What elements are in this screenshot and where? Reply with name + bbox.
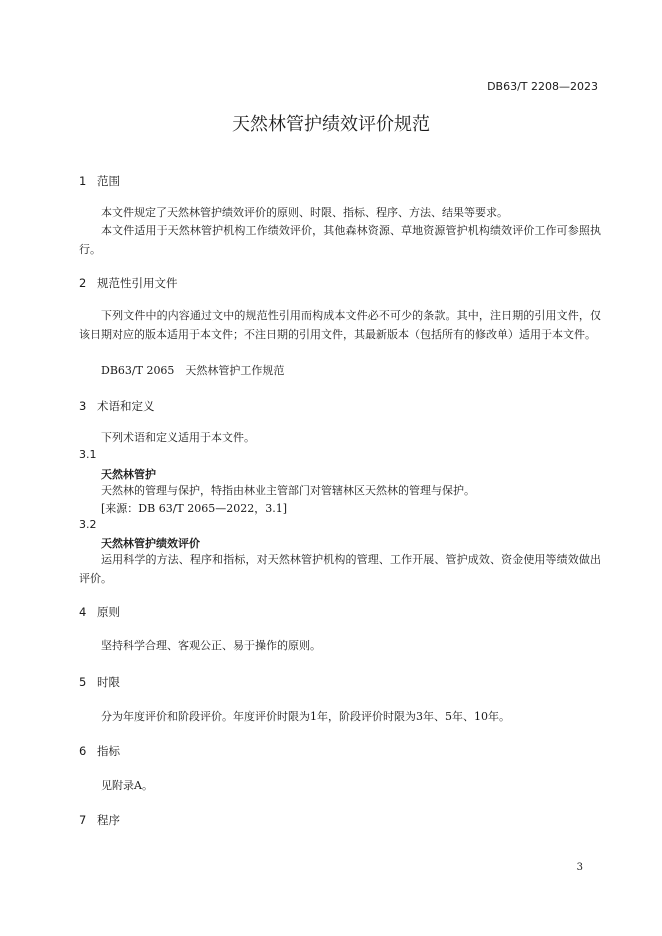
section-title: 术语和定义 <box>97 399 155 413</box>
section-title: 时限 <box>97 675 120 689</box>
normative-reference: DB63/T 2065 天然林管护工作规范 <box>101 364 285 377</box>
term-number-3-1: 3.1 <box>79 448 97 461</box>
scope-paragraph-2: 本文件适用于天然林管护机构工作绩效评价，其他森林资源、草地资源管护机构绩效评价工作可参照执行。 <box>79 224 601 256</box>
term-name-3-1: 天然林管护 <box>101 468 156 481</box>
section-heading-6 <box>79 743 120 759</box>
scope-paragraph-1: 本文件规定了天然林管护绩效评价的原则、时限、指标、程序、方法、结果等要求。 <box>101 206 508 219</box>
term-name-3-2: 天然林管护绩效评价 <box>101 537 200 550</box>
section-title: 规范性引用文件 <box>97 276 178 290</box>
document-title: 天然林管护绩效评价规范 <box>232 114 430 135</box>
section-number: 3 <box>79 399 87 413</box>
section-number: 6 <box>79 744 87 758</box>
section-title: 程序 <box>97 813 120 827</box>
page-number: 3 <box>576 862 583 873</box>
section-heading-1 <box>79 173 120 189</box>
indicators-paragraph: 见附录A。 <box>101 779 153 792</box>
section-title: 原则 <box>97 605 120 619</box>
normative-paragraph: 下列文件中的内容通过文中的规范性引用而构成本文件必不可少的条款。其中，注日期的引用文件，仅该日期对应的版本适用于本文件；不注日期的引用文件，其最新版本（包括所有的修改单）适用于本文件。 <box>79 309 601 341</box>
document-code: DB63/T 2208—2023 <box>487 80 598 93</box>
section-number: 1 <box>79 174 87 188</box>
period-paragraph: 分为年度评价和阶段评价。年度评价时限为1年，阶段评价时限为3年、5年、10年。 <box>101 710 510 723</box>
term-definition-3-2: 运用科学的方法、程序和指标，对天然林管护机构的管理、工作开展、管护成效、资金使用等绩效做出评价。 <box>79 553 601 585</box>
section-heading-5 <box>79 674 120 690</box>
term-source-3-1: [来源：DB 63/T 2065—2022，3.1] <box>101 502 288 515</box>
section-heading-7 <box>79 812 120 828</box>
section-number: 2 <box>79 276 87 290</box>
section-heading-4 <box>79 604 120 620</box>
section-heading-2 <box>79 275 178 291</box>
section-title: 范围 <box>97 174 120 188</box>
section-number: 7 <box>79 813 87 827</box>
term-definition-3-1: 天然林的管理与保护，特指由林业主管部门对管辖林区天然林的管理与保护。 <box>101 484 475 497</box>
section-heading-3 <box>79 398 155 414</box>
principle-paragraph: 坚持科学合理、客观公正、易于操作的原则。 <box>101 639 321 652</box>
section-number: 5 <box>79 675 87 689</box>
term-number-3-2: 3.2 <box>79 518 97 531</box>
terms-intro: 下列术语和定义适用于本文件。 <box>101 431 255 444</box>
section-title: 指标 <box>97 744 120 758</box>
section-number: 4 <box>79 605 87 619</box>
